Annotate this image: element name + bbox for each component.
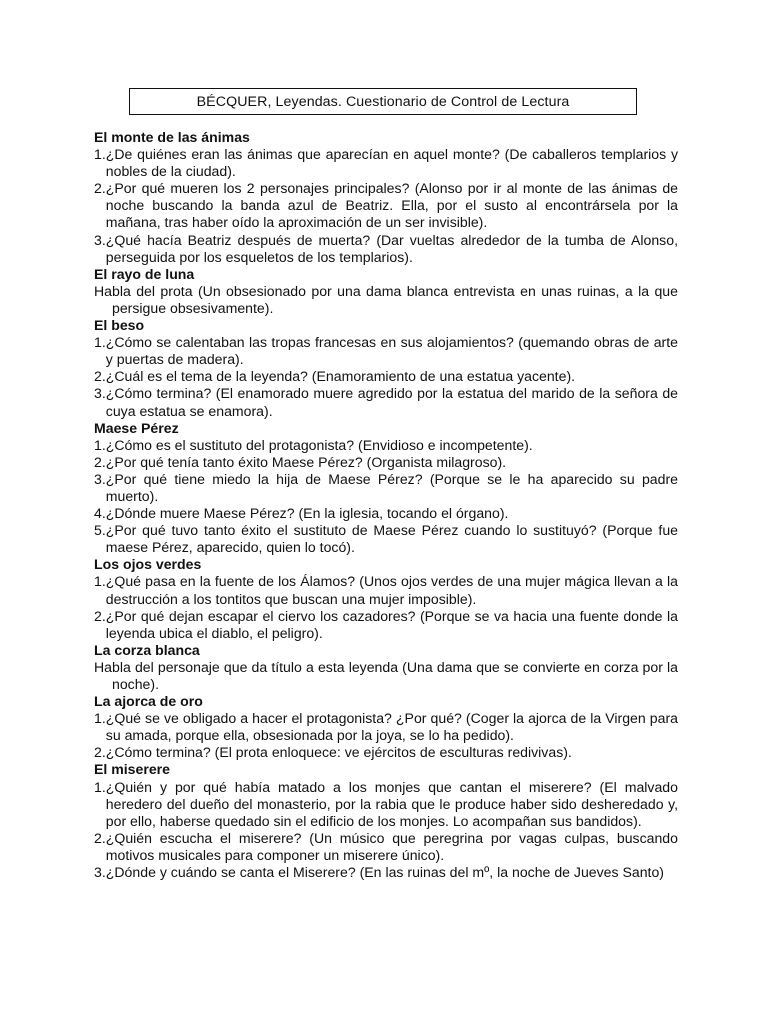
section-paragraph: Habla del prota (Un obsesionado por una dama blanca entrevista en unas ruinas, a la que persigue obsesivamente).: [94, 282, 678, 316]
question-number: 3.: [94, 470, 106, 487]
question-text: ¿Cuál es el tema de la leyenda? (Enamoramiento de una estatua yacente).: [105, 368, 576, 385]
question-number: 1.: [94, 778, 106, 795]
question-item: [94, 232, 678, 266]
section-heading: Maese Pérez: [94, 419, 179, 436]
section-el-miserere: [94, 761, 678, 881]
section-la-ajorca-de-oro: [94, 693, 678, 761]
question-item: [94, 334, 678, 368]
question-text: ¿Quién escucha el miserere? (Un músico que peregrina por vagas culpas, buscando motivos musicales para componer un miserere único).: [105, 829, 678, 863]
question-text: ¿Por qué mueren los 2 personajes principales? (Alonso por ir al monte de las ánimas de noche buscando la banda azul de Beatriz. Ella, por el susto al encontrársela por la mañana, tras haber oído la aproximación de un ser invisible).: [105, 180, 678, 231]
question-text: ¿Quién y por qué había matado a los monjes que cantan el miserere? (El malvado heredero del dueño del monasterio, por la rabia que le produce haber sido desheredado y, por ello, haberse quedado sin el edificio de los monjes. Lo acompañan sus bandidos).: [105, 778, 678, 829]
question-text: ¿Qué se ve obligado a hacer el protagonista? ¿Por qué? (Coger la ajorca de la Virgen para su amada, porque ella, obsesionada por la joya, se lo ha pedido).: [105, 710, 678, 744]
question-number: 1.: [94, 436, 106, 453]
question-item: [94, 146, 678, 180]
question-item: [94, 385, 678, 419]
question-number: 1.: [94, 573, 106, 590]
question-item: [94, 471, 678, 505]
document-page: [94, 88, 678, 881]
question-item: [94, 608, 678, 642]
question-number: 4.: [94, 505, 106, 522]
question-item: [94, 437, 678, 454]
question-text: ¿Cómo termina? (El enamorado muere agredido por la estatua del marido de la señora de cuya estatua se enamora).: [105, 385, 678, 419]
section-la-corza-blanca: [94, 642, 678, 693]
question-number: 1.: [94, 334, 106, 351]
question-number: 3.: [94, 864, 106, 881]
question-text: ¿Por qué tenía tanto éxito Maese Pérez? (Organista milagroso).: [105, 453, 507, 470]
question-text: ¿Por qué tiene miedo la hija de Maese Pérez? (Porque se le ha aparecido su padre muerto).: [105, 470, 678, 504]
question-item: [94, 180, 678, 231]
section-heading: La ajorca de oro: [94, 693, 203, 710]
question-item: [94, 779, 678, 830]
question-item: [94, 368, 678, 385]
section-paragraph: Habla del personaje que da título a esta leyenda (Una dama que se convierte en corza por la noche).: [94, 658, 678, 692]
document-title-box: [129, 88, 637, 115]
question-text: ¿Dónde y cuándo se canta el Miserere? (En las ruinas del mº, la noche de Jueves Santo): [105, 864, 665, 881]
question-number: 2.: [94, 607, 106, 624]
question-item: [94, 744, 678, 761]
section-heading: La corza blanca: [94, 641, 200, 658]
section-el-monte-de-las-animas: [94, 129, 678, 266]
question-text: ¿Por qué tuvo tanto éxito el sustituto de Maese Pérez cuando lo sustituyó? (Porque fue maese Pérez, aparecido, quien lo tocó).: [105, 522, 678, 556]
question-number: 2.: [94, 453, 106, 470]
question-item: [94, 710, 678, 744]
question-item: [94, 830, 678, 864]
section-maese-perez: [94, 420, 678, 557]
section-heading: Los ojos verdes: [94, 556, 202, 573]
question-item: [94, 505, 678, 522]
section-el-rayo-de-luna: [94, 266, 678, 317]
question-number: 2.: [94, 368, 106, 385]
question-text: ¿Cómo es el sustituto del protagonista? (Envidioso e incompetente).: [105, 436, 533, 453]
question-number: 1.: [94, 710, 106, 727]
question-item: [94, 573, 678, 607]
question-number: 2.: [94, 180, 106, 197]
question-number: 2.: [94, 829, 106, 846]
question-text: ¿Qué hacía Beatriz después de muerta? (Dar vueltas alrededor de la tumba de Alonso, perseguida por los esqueletos de los templarios).: [105, 231, 678, 265]
question-item: [94, 454, 678, 471]
question-number: 3.: [94, 231, 106, 248]
question-text: ¿Cómo termina? (El prota enloquece: ve ejércitos de esculturas redivivas).: [105, 744, 572, 761]
section-heading: El rayo de luna: [94, 265, 195, 282]
section-heading: El monte de las ánimas: [94, 129, 250, 145]
document-title: BÉCQUER, Leyendas. Cuestionario de Control de Lectura: [196, 93, 570, 110]
section-heading: El miserere: [94, 761, 171, 778]
section-heading: El beso: [94, 317, 145, 334]
section-el-beso: [94, 317, 678, 420]
question-number: 3.: [94, 385, 106, 402]
question-text: ¿Por qué dejan escapar el ciervo los cazadores? (Porque se va hacia una fuente donde la leyenda ubica el diablo, el peligro).: [105, 607, 678, 641]
question-number: 5.: [94, 522, 106, 539]
question-text: ¿Dónde muere Maese Pérez? (En la iglesia, tocando el órgano).: [105, 505, 509, 522]
document-content: [94, 129, 678, 881]
question-item: [94, 522, 678, 556]
question-item: [94, 864, 678, 881]
question-number: 1.: [94, 146, 106, 163]
section-los-ojos-verdes: [94, 556, 678, 641]
question-text: ¿De quiénes eran las ánimas que aparecían en aquel monte? (De caballeros templarios y nobles de la ciudad).: [105, 146, 678, 180]
question-text: ¿Cómo se calentaban las tropas francesas en sus alojamientos? (quemando obras de arte y puertas de madera).: [105, 334, 678, 368]
question-number: 2.: [94, 744, 106, 761]
question-text: ¿Qué pasa en la fuente de los Álamos? (Unos ojos verdes de una mujer mágica llevan a la destrucción a los tontitos que buscan una mujer imposible).: [105, 573, 678, 607]
